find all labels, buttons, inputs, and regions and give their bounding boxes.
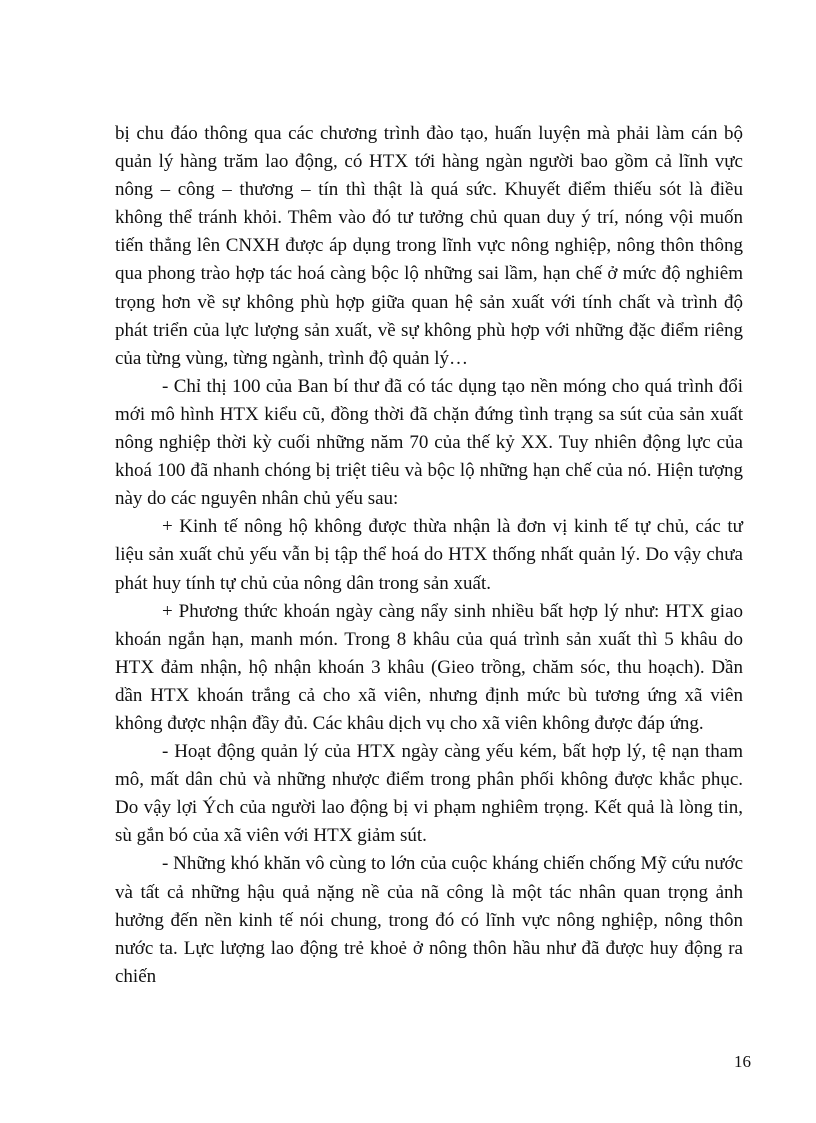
paragraph-4: + Phương thức khoán ngày càng nẩy sinh nhiều bất hợp lý như: HTX giao khoán ngắn hạn, manh món. Trong 8 khâu của quá trình sản xuất thì 5 khâu do HTX đảm nhận, hộ nhận khoán 3 khâu (Gieo trồng, chăm sóc, thu hoạch). Dần dần HTX khoán trắng cả cho xã viên, nhưng định mức bù tương ứng xã viên không được nhận đầy đủ. Các khâu dịch vụ cho xã viên không được đáp ứng. — [115, 600, 743, 734]
paragraph-1: bị chu đáo thông qua các chương trình đào tạo, huấn luyện mà phải làm cán bộ quản lý hàng trăm lao động, có HTX tới hàng ngàn người bao gồm cả lĩnh vực nông – công – thương – tín thì thật là quá sức. Khuyết điểm thiếu sót là điều không thể tránh khỏi. Thêm vào đó tư tưởng chủ quan duy ý trí, nóng vội muốn tiến thẳng lên CNXH được áp dụng trong lĩnh vực nông nghiệp, nông thôn thông qua phong trào hợp tác hoá càng bộc lộ những sai lầm, hạn chế ở mức độ nghiêm trọng hơn về sự không phù hợp giữa quan hệ sản xuất với tính chất và trình độ phát triển của lực lượng sản xuất, về sự không phù hợp với những đặc điểm riêng của từng vùng, từng ngành, trình độ quản lý… — [115, 123, 743, 369]
paragraph-6: - Những khó khăn vô cùng to lớn của cuộc kháng chiến chống Mỹ cứu nước và tất cả những hậu quả nặng nề của nã công là một tác nhân quan trọng ảnh hưởng đến nền kinh tế nói chung, trong đó có lĩnh vực nông nghiệp, nông thôn nước ta. Lực lượng lao động trẻ khoẻ ở nông thôn hầu như đã được huy động ra chiến — [115, 853, 743, 987]
page-number: 16 — [734, 1052, 751, 1071]
body-text — [115, 120, 743, 991]
paragraph-5: - Hoạt động quản lý của HTX ngày càng yếu kém, bất hợp lý, tệ nạn tham mô, mất dân chủ và những nhược điểm trong phân phối không được khắc phục. Do vậy lợi Ých của người lao động bị vi phạm nghiêm trọng. Kết quả là lòng tin, sù gắn bó của xã viên với HTX giảm sút. — [115, 741, 743, 847]
paragraph-3: + Kinh tế nông hộ không được thừa nhận là đơn vị kinh tế tự chủ, các tư liệu sản xuất chủ yếu vẫn bị tập thể hoá do HTX thống nhất quản lý. Do vậy chưa phát huy tính tự chủ của nông dân trong sản xuất. — [115, 516, 743, 594]
paragraph-2: - Chỉ thị 100 của Ban bí thư đã có tác dụng tạo nền móng cho quá trình đổi mới mô hình HTX kiểu cũ, đồng thời đã chặn đứng tình trạng sa sút của sản xuất nông nghiệp thời kỳ cuối những năm 70 của thế kỷ XX. Tuy nhiên động lực của khoá 100 đã nhanh chóng bị triệt tiêu và bộc lộ những hạn chế của nó. Hiện tượng này do các nguyên nhân chủ yếu sau: — [115, 375, 743, 510]
